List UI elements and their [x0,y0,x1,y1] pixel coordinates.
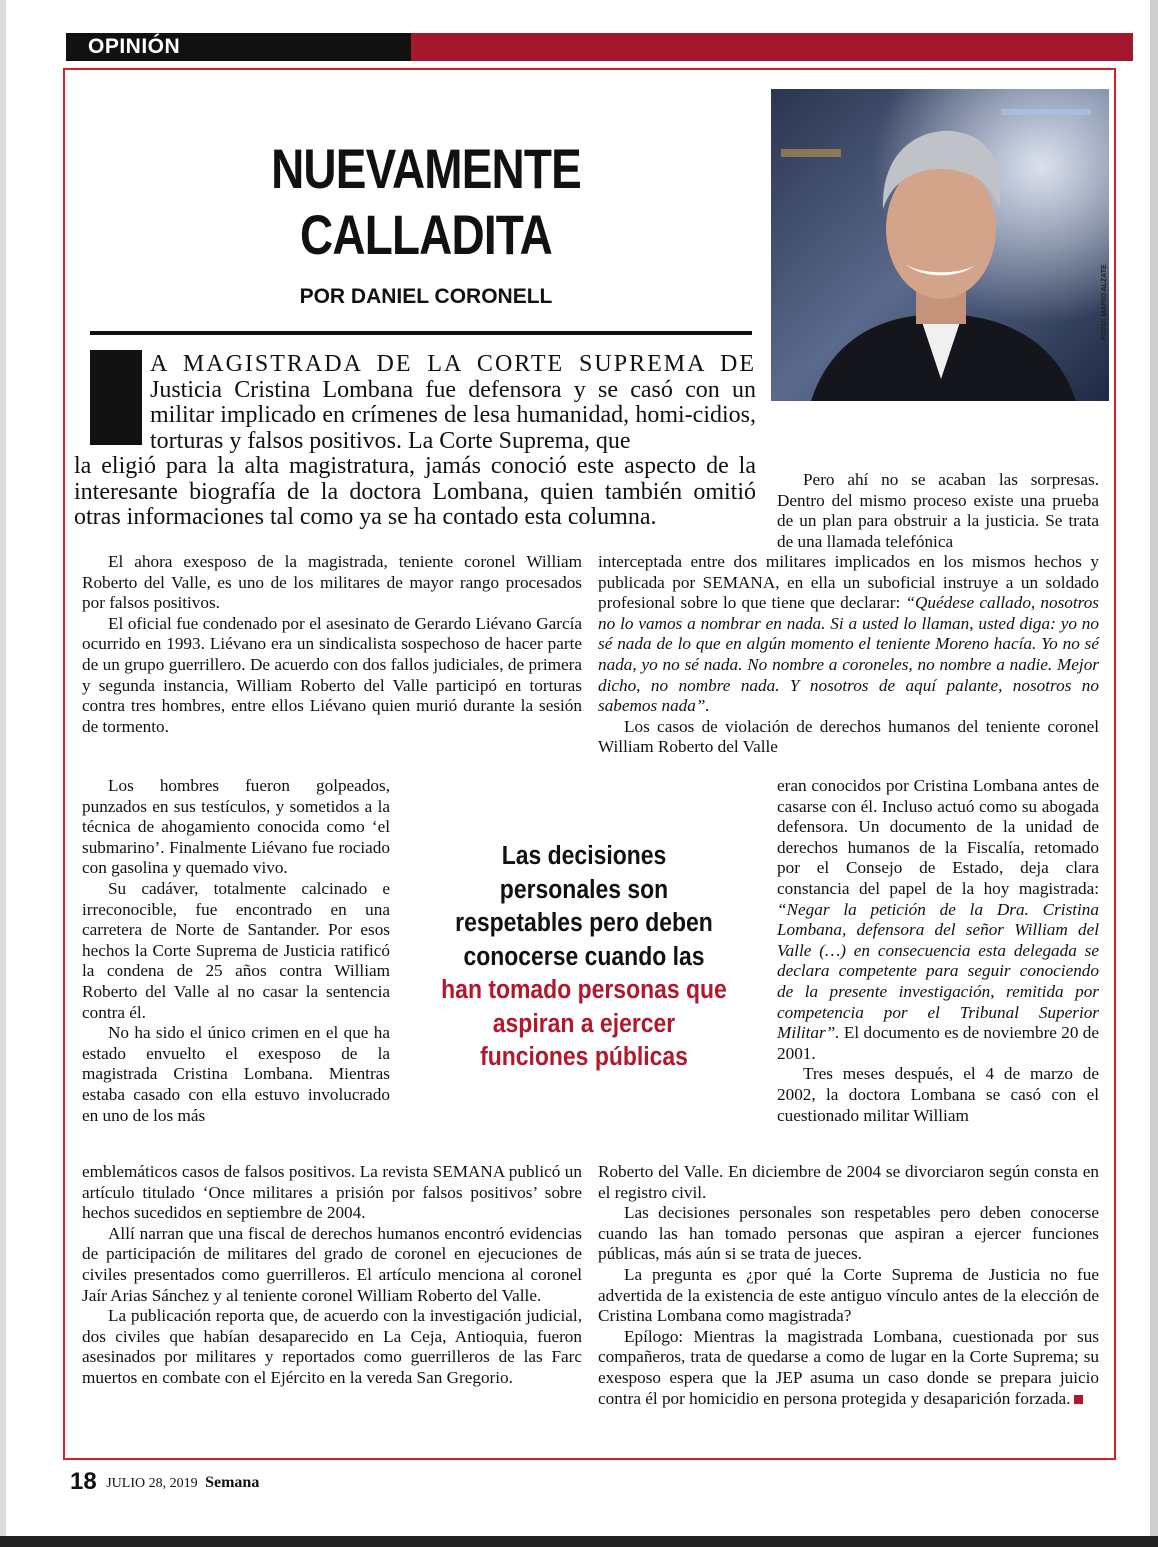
column-2-bottom [598,1162,1099,1409]
column-1-narrow [82,776,390,1126]
col2-p6: Epílogo: Mientras la magistrada Lombana, cuestionada por sus compañeros, trata de quedarse a como de lugar en la Corte Suprema; su exesposo espera que la JEP asuma un caso donde se prepara juicio contra él por homicidio en persona protegida y desaparición forzada. [598,1326,1099,1408]
column-2-narrow [777,776,1099,1126]
lead-text-2: la eligió para la alta magistratura, jamás conoció este aspecto de la interesante biografía de la doctora Lombana, quien también omitió otras informaciones tal como ya se ha contado esta columna. [74,453,756,530]
scan-edge-right [1150,0,1158,1547]
col1-p5: No ha sido el único crimen en el que ha estado envuelto el exesposo de la magistrada Cristina Lombana. Mientras estaba casado con ella estuvo involucrado en uno de los más [82,1023,390,1125]
drop-cap-L [90,350,142,445]
col1-p4: Su cadáver, totalmente calcinado e irreconocible, fue encontrado en una carretera de Norte de Santander. Por esos hechos la Corte Suprema de Justicia ratificó la condena de 25 años contra William Roberto del Valle al no casar la sentencia contra él. [82,878,390,1022]
col2-quote-2: “Negar la petición de la Dra. Cristina Lombana, defensora del señor William del Valle (…) en consecuencia esta delegada se declara competente para seguir conociendo de la presente investigación, remitida por competencia por el Tribunal Superior Militar”. [777,899,1099,1043]
headline-rule [90,331,752,335]
col2-p2b: eran conocidos por Cristina Lombana antes de casarse con él. Incluso actuó como su abogada defensora. Un documento de la unidad de derechos humanos de la Fiscalía, retomado por el Consejo de Estado, deja clara constancia del papel de la hoy magistrada: [777,776,1099,898]
column-2-wide [598,552,1099,758]
pull-quote-black: Las decisiones personales son respetables pero deben conocerse cuando las [455,842,713,971]
scan-edge-bottom [0,1536,1158,1547]
page-footer [70,1468,259,1496]
lead-paragraph-part-1 [150,352,756,454]
col1-p3: Los hombres fueron golpeados, punzados en sus testículos, y sometidos a la técnica de ahogamiento conocida como ‘el submarino’. Finalmente Liévano fue rociado con gasolina y quemado vivo. [82,776,390,878]
headline [175,136,677,268]
col2-p3a: Tres meses después, el 4 de marzo de 2002, la doctora Lombana se casó con el cuestionado militar William [777,1064,1099,1125]
col2-p4: Las decisiones personales son respetables pero deben conocerse cuando las han tomado personas que aspiran a ejercer funciones públicas, más aún si se trata de jueces. [598,1203,1099,1264]
col1-p7: La publicación reporta que, de acuerdo con la investigación judicial, dos civiles que habían desaparecido en La Ceja, Antioquia, fueron asesinados por militares y reportados como guerrilleros de las Farc muertos en combate con el Ejército en la vereda San Gregorio. [82,1306,582,1387]
section-label: OPINIÓN [88,35,181,58]
photo-credit: FOTO: MARIO ALZATE [1101,264,1108,340]
scan-edge-left [0,0,6,1547]
author-photo [771,89,1109,401]
col2-p3-cont: Roberto del Valle. En diciembre de 2004 se divorciaron según consta en el registro civil. [598,1162,1099,1202]
col1-p5-cont: emblemáticos casos de falsos positivos. La revista SEMANA publicó un artículo titulado ‘Once militares a prisión por falsos positivos’ sobre hechos sucedidos en septiembre de 2004. [82,1162,582,1223]
col2-p2-cont [777,776,1099,1064]
magazine-name: Semana [205,1474,260,1491]
col2-p2a: Los casos de violación de derechos humanos del teniente coronel William Roberto del Valle [598,716,1099,757]
pull-quote [441,840,727,1075]
headline-line-1: NUEVAMENTE [271,137,581,200]
author-portrait-image [771,89,1109,401]
page-number: 18 [70,1468,97,1495]
lead-paragraph-part-2 [74,454,756,531]
col2-p2-end: El documento es de noviembre 20 de 2001. [777,1023,1099,1063]
column-1-top [82,552,582,737]
col2-quote-1: “Quédese callado, nosotros no lo vamos a nombrar en nada. Si a usted lo llaman, usted diga: yo no sé nada de lo que en algún momento el teniente Moreno hacía. Yo no sé nada, yo no sé nada. No nombre a coroneles, no nombre a nadie. Mejor dicho, no nombre nada. Y nosotros de aquí palante, nosotros no sabemos nada”. [598,593,1099,716]
col1-p1: El ahora exesposo de la magistrada, teniente coronel William Roberto del Valle, es uno de los militares de mayor rango procesados por falsos positivos. [82,552,582,613]
section-tab [66,33,411,61]
issue-date: JULIO 28, 2019 [106,1476,198,1491]
col2-p6-wrap [598,1327,1099,1409]
headline-line-2: CALLADITA [300,203,552,266]
col1-p6: Allí narran que una fiscal de derechos humanos encontró evidencias de participación de militares del grado de coronel en ejecuciones de civiles presentados como guerrilleros. El artículo menciona al coronel Jaír Arias Sánchez y al teniente coronel William Roberto del Valle. [82,1223,582,1305]
lead-text-1: A MAGISTRADA DE LA CORTE SUPREMA DE Justicia Cristina Lombana fue defensora y se casó con un militar implicado en crímenes de lesa humanidad, homi-cidios, torturas y falsos positivos. La Corte Suprema, que [150,351,756,454]
end-mark [1074,1395,1083,1404]
col2-p1-cont [598,552,1099,717]
col2-p1b: interceptada entre dos militares implicados en los mismos hechos y publicada por SEMANA, en ella un suboficial instruye a un soldado profesional sobre lo que tiene que declarar: [598,552,1099,613]
col1-p2: El oficial fue condenado por el asesinato de Gerardo Liévano García ocurrido en 1993. Liévano era un sindicalista sospechoso de hacer parte de un grupo guerrillero. De acuerdo con dos fallos judiciales, de primera y segunda instancia, William Roberto del Valle participó en torturas contra tres hombres, entre ellos Liévano quien murió durante la sesión de tormento. [82,613,582,736]
byline: POR DANIEL CORONELL [299,285,553,308]
col2-p5: La pregunta es ¿por qué la Corte Suprema de Justicia no fue advertida de la existencia de este antiguo vínculo antes de la elección de Cristina Lombana como magistrada? [598,1264,1099,1326]
pull-quote-red: han tomado personas que aspiran a ejercer funciones públicas [441,976,727,1071]
column-2-top [777,470,1099,552]
column-1-bottom [82,1162,582,1389]
section-bar [411,33,1133,61]
col2-p1a: Pero ahí no se acaban las sorpresas. Dentro del mismo proceso existe una prueba de un plan para obstruir a la justicia. Se trata de una llamada telefónica [777,470,1099,551]
